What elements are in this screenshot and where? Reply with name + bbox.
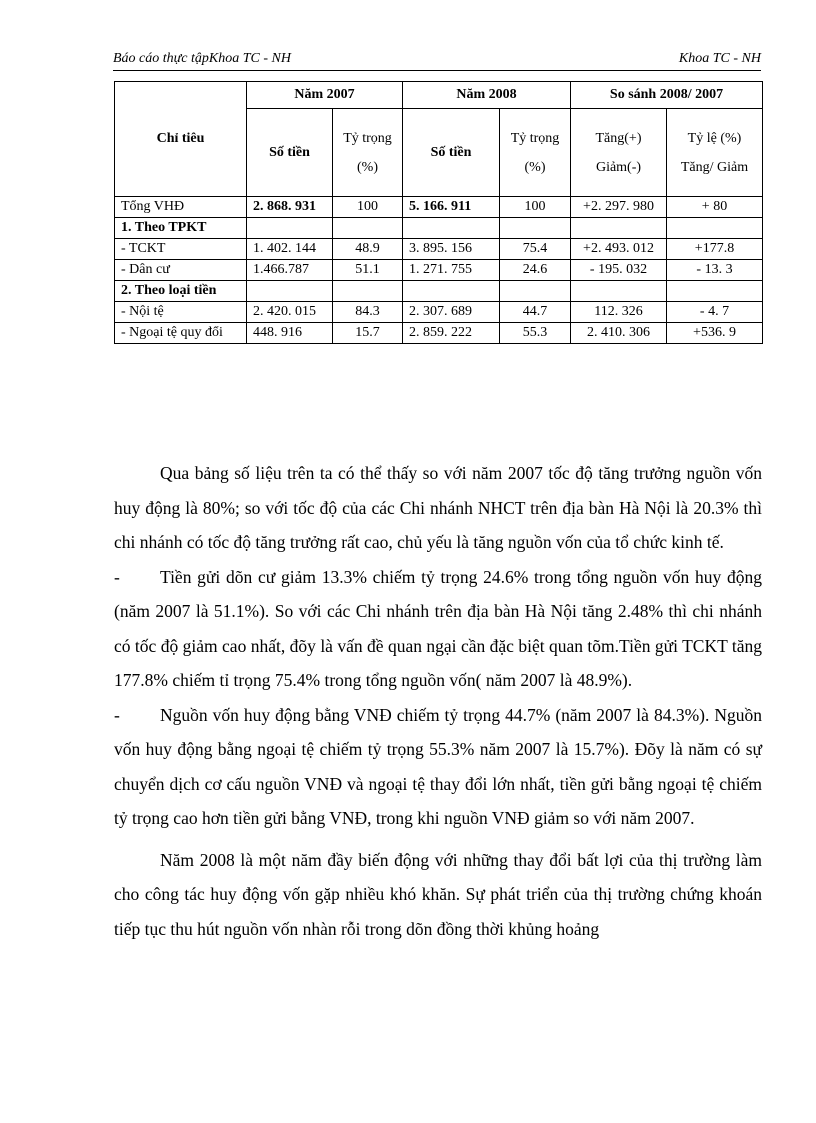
share-2007: 84.3	[333, 302, 403, 323]
share-2008: 44.7	[500, 302, 571, 323]
header-so-sanh: So sánh 2008/ 2007	[571, 82, 763, 109]
bullet-mark: -	[114, 704, 120, 725]
table-row	[115, 197, 763, 218]
row-label: - TCKT	[115, 239, 247, 260]
header-nam-2008: Năm 2008	[403, 82, 571, 109]
value-2008: 2. 859. 222	[403, 323, 500, 344]
bullet-text-1: Tiền gửi dõn cư giảm 13.3% chiếm tỷ trọng 24.6% trong tổng nguồn vốn huy động (năm 2007 là 51.1%). So với các Chi nhánh trên địa bàn Hà Nội tăng 2.48% thì chi nhánh có tốc độ giảm cao nhất, đõy là vấn đề quan ngại cần đặc biệt quan tõm.Tiền gửi TCKT tăng 177.8% chiếm tỉ trọng 75.4% trong tổng nguồn vốn( năm 2007 là 48.9%).	[114, 566, 762, 690]
table-row	[115, 323, 763, 344]
value-2007: 2. 868. 931	[247, 197, 333, 218]
value-2007: 2. 420. 015	[247, 302, 333, 323]
share-2008: 55.3	[500, 323, 571, 344]
header-left-text: Báo cáo thực tậpKhoa TC - NH	[113, 51, 291, 66]
share-2008: 24.6	[500, 260, 571, 281]
diff: +2. 297. 980	[571, 197, 667, 218]
value-2008: 2. 307. 689	[403, 302, 500, 323]
header-ty-le: Tỷ lệ (%) Tăng/ Giảm	[667, 109, 763, 197]
header-ty-trong-2008: Tỷ trọng (%)	[500, 109, 571, 197]
pct: +536. 9	[667, 323, 763, 344]
mobilization-table	[114, 81, 763, 344]
share-2008: 100	[500, 197, 571, 218]
body-text	[114, 456, 762, 946]
paragraph-1: Qua bảng số liệu trên ta có thể thấy so với năm 2007 tốc độ tăng trưởng nguồn vốn huy động là 80%; so với tốc độ của các Chi nhánh NHCT trên địa bàn Hà Nội là 20.3% thì chi nhánh có tốc độ tăng trưởng rất cao, chủ yếu là tăng nguồn vốn của tổ chức kinh tế.	[114, 463, 762, 552]
row-label: - Nội tệ	[115, 302, 247, 323]
page-header	[113, 50, 761, 71]
value-2007: 1. 402. 144	[247, 239, 333, 260]
section-label: 2. Theo loại tiền	[115, 281, 247, 302]
header-right-text: Khoa TC - NH	[678, 51, 761, 66]
header-tang-giam: Tăng(+) Giảm(-)	[571, 109, 667, 197]
diff: +2. 493. 012	[571, 239, 667, 260]
bullet-paragraph-2	[114, 698, 762, 836]
header-chi-tieu: Chỉ tiêu	[115, 82, 247, 197]
value-2008: 3. 895. 156	[403, 239, 500, 260]
diff: - 195. 032	[571, 260, 667, 281]
row-label: - Ngoại tệ quy đổi	[115, 323, 247, 344]
table-row	[115, 239, 763, 260]
value-2008: 5. 166. 911	[403, 197, 500, 218]
value-2007: 448. 916	[247, 323, 333, 344]
pct: + 80	[667, 197, 763, 218]
pct: +177.8	[667, 239, 763, 260]
header-nam-2007: Năm 2007	[247, 82, 403, 109]
table-section-row	[115, 218, 763, 239]
header-ty-trong-2007: Tỷ trọng (%)	[333, 109, 403, 197]
value-2007: 1.466.787	[247, 260, 333, 281]
pct: - 4. 7	[667, 302, 763, 323]
bullet-paragraph-1	[114, 560, 762, 698]
row-label: - Dân cư	[115, 260, 247, 281]
table-section-row	[115, 281, 763, 302]
share-2007: 48.9	[333, 239, 403, 260]
row-label: Tổng VHĐ	[115, 197, 247, 218]
share-2007: 100	[333, 197, 403, 218]
table-row	[115, 260, 763, 281]
pct: - 13. 3	[667, 260, 763, 281]
value-2008: 1. 271. 755	[403, 260, 500, 281]
paragraph-2: Năm 2008 là một năm đầy biến động với những thay đổi bất lợi của thị trường làm cho công tác huy động vốn gặp nhiều khó khăn. Sự phát triển của thị trường chứng khoán tiếp tục thu hút nguồn vốn nhàn rỗi trong dõn đồng thời khủng hoảng	[114, 849, 762, 939]
share-2007: 51.1	[333, 260, 403, 281]
diff: 112. 326	[571, 302, 667, 323]
share-2008: 75.4	[500, 239, 571, 260]
header-so-tien-2008: Số tiền	[403, 109, 500, 197]
table-row	[115, 302, 763, 323]
bullet-text-2: Nguồn vốn huy động bằng VNĐ chiếm tỷ trọng 44.7% (năm 2007 là 84.3%). Nguồn vốn huy động bằng ngoại tệ chiếm tỷ trọng 55.3% năm 2007 là 15.7%). Đõy là năm có sự chuyển dịch cơ cấu nguồn VNĐ và ngoại tệ thay đổi lớn nhất, tiền gửi bằng ngoại tệ chiếm tỷ trọng cao hơn tiền gửi bằng VNĐ, trong khi nguồn VNĐ giảm so với năm 2007.	[114, 704, 762, 828]
bullet-mark: -	[114, 566, 120, 587]
header-so-tien-2007: Số tiền	[247, 109, 333, 197]
section-label: 1. Theo TPKT	[115, 218, 247, 239]
share-2007: 15.7	[333, 323, 403, 344]
diff: 2. 410. 306	[571, 323, 667, 344]
